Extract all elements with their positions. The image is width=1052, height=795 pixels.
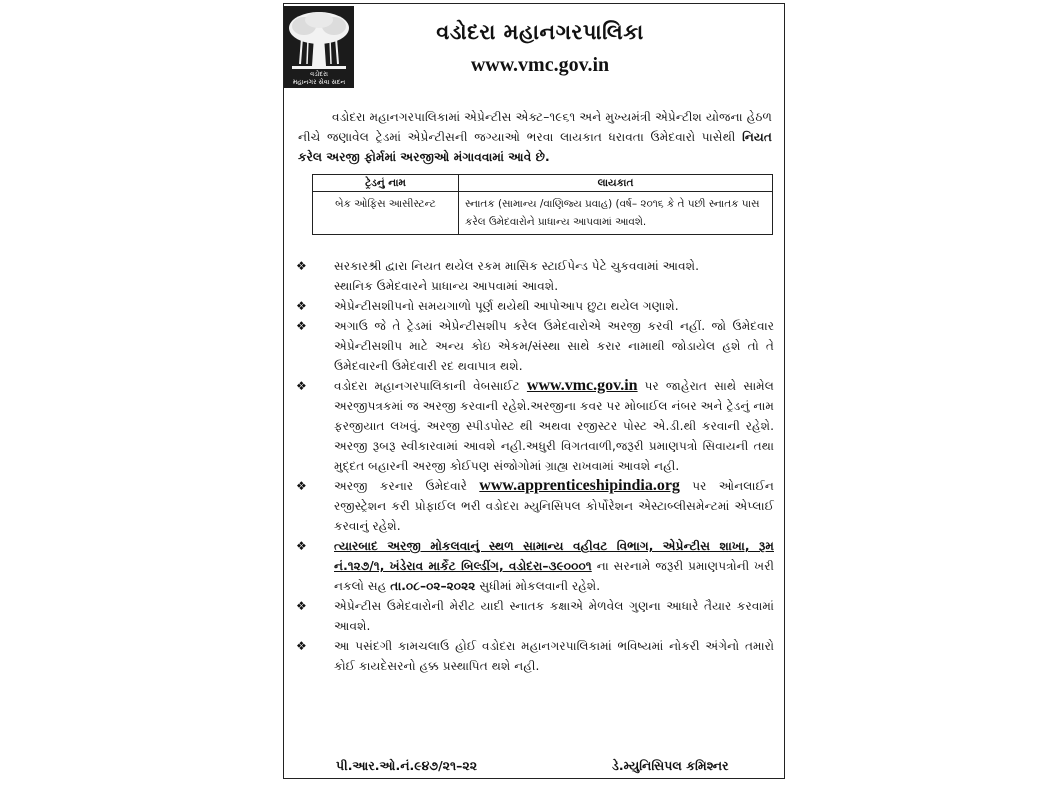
submission-address: ત્યારબાદ અરજી મોકલવાનું સ્થળ સામાન્ય વહીવટ વિભાગ, એપ્રેન્ટીસ શાખા, રૂમ નં.૧૨૭/૧, ખંડેરાવ માર્કેટ બિલ્ડીંગ, વડોદરા–૩૯૦૦૦૧ <box>334 539 774 573</box>
table-header-row <box>313 175 773 192</box>
list-item-text: આ પસંદગી કામચલાઉ હોઈ વડોદરા મહાનગરપાલિકામાં ભવિષ્યમાં નોકરી અંગેનો તમારો કોઈ કાયદેસરનો હક્ક પ્રસ્થાપિત થશે નહી. <box>334 639 774 673</box>
logo-caption-2: મહાનગર સેવા સદન <box>292 78 346 86</box>
intro-paragraph <box>298 107 772 167</box>
page-title: વડોદરા મહાનગરપાલિકા <box>436 20 644 44</box>
list-item <box>296 276 774 296</box>
list-item-text: પર જાહેરાત સાથે સામેલ અરજીપત્રકમાં જ અરજી કરવાની રહેશે.અરજીના કવર પર મોબાઈલ નંબર અને ટ્રેડનું નામ ફરજીયાત લખવું. અરજી સ્પીડપોસ્ટ થી અથવા રજીસ્ટર પોસ્ટ એ.ડી.થી કરવાની રહેશે. અરજી રૂબરૂ સ્વીકારવામાં આવશે નહી.અધુરી વિગતવાળી,જરૂરી પ્રમાણપત્રો સિવાયની તથા મુદ્દત બહારની અરજી કોઈપણ સંજોગોમાં ગ્રાહ્ય રાખવામાં આવશે નહી. <box>334 379 775 473</box>
cell-trade-name: બેક ઓફિસ આસીસ્ટન્ટ <box>313 192 459 235</box>
list-item-text: સ્થાનિક ઉમેદવારને પ્રાધાન્ય આપવામાં આવશે. <box>334 279 559 293</box>
list-item <box>296 316 774 376</box>
diamond-bullet-icon: ❖ <box>296 639 307 653</box>
intro-text: વડોદરા મહાનગરપાલિકામાં એપ્રેન્ટીસ એક્ટ–૧૯૬૧ અને મુખ્યમંત્રી એપ્રેન્ટીશ યોજના હેઠળ નીચે જણાવેલ ટ્રેડમાં એપ્રેન્ટીસની જગ્યાઓ ભરવા લાયકાત ધરાવતા ઉમેદવારો પાસેથી <box>298 110 772 144</box>
list-item-text: સરકારશ્રી દ્વારા નિયત થયેલ રકમ માસિક સ્ટાઈપેન્ડ પેટે ચુકવવામાં આવશે. <box>334 259 700 273</box>
list-item <box>296 376 774 476</box>
col-header-qualification: લાયકાત <box>459 175 773 192</box>
diamond-bullet-icon: ❖ <box>296 259 307 273</box>
diamond-bullet-icon: ❖ <box>296 379 307 393</box>
list-item <box>296 536 774 596</box>
list-item-text: સુધીમાં મોકલવાની રહેશે. <box>475 579 601 593</box>
list-item-text: એપ્રેન્ટીસશીપનો સમયગાળો પૂર્ણ થયેથી આપોઆપ છુટા થયેલ ગણાશે. <box>334 299 679 313</box>
vmc-logo <box>284 6 354 88</box>
list-item-text: ના સરનામે જરૂરી પ્રમાણપત્રોની ખરી નકલો સહ <box>334 559 774 593</box>
list-item-text: અરજી કરનાર ઉમેદવારે <box>334 479 480 493</box>
list-item-text: વડોદરા મહાનગરપાલિકાની વેબસાઈટ <box>334 379 527 393</box>
list-item-text: અગાઉ જે તે ટ્રેડમાં એપ્રેન્ટીસશીપ કરેલ ઉમેદવારોએ અરજી કરવી નહીં. જો ઉમેદવાર એપ્રેન્ટીસશીપ માટે અન્ય કોઇ એકમ/સંસ્થા સાથે કરાર નામાથી જોડાયેલ હશે તો તે ઉમેદવારની ઉમેદવારી રદ થવાપાત્ર થશે. <box>334 319 774 373</box>
cell-qualification: સ્નાતક (સામાન્ય /વાણિજ્ય પ્રવાહ) (વર્ષ– ૨૦૧૬ કે તે પછી સ્નાતક પાસ કરેલ ઉમેદવારોને પ્રાધાન્ય આપવામાં આવશે. <box>459 192 773 235</box>
logo-caption-1: વડોદરા <box>310 70 328 78</box>
instructions-list <box>296 256 774 676</box>
list-item <box>296 256 774 276</box>
website-link[interactable]: www.vmc.gov.in <box>526 377 638 394</box>
deadline-date: તા.૦૮–૦૨–૨૦૨૨ <box>390 579 476 593</box>
list-item <box>296 596 774 636</box>
diamond-bullet-icon: ❖ <box>296 319 307 333</box>
table-row <box>313 192 773 235</box>
pro-reference-number: પી.આર.ઓ.નં.૯૪૭/૨૧–૨૨ <box>336 758 478 773</box>
list-item-text: એપ્રેન્ટીસ ઉમેદવારોની મેરીટ યાદી સ્નાતક કક્ષાએ મેળવેલ ગુણના આધારે તૈયાર કરવામાં આવશે. <box>334 599 774 633</box>
list-item-text: પર ઓનલાઈન રજીસ્ટ્રેશન કરી પ્રોફાઈલ ભરી વડોદરા મ્યુનિસિપલ કોર્પોરેશન એસ્ટાબ્લીસમેન્ટમાં એપ્લાઈ કરવાનું રહેશે. <box>334 479 774 533</box>
diamond-bullet-icon: ❖ <box>296 299 307 313</box>
website-link[interactable]: www.apprenticeshipindia.org <box>479 477 680 494</box>
header-website-link[interactable]: www.vmc.gov.in <box>470 54 610 76</box>
diamond-bullet-icon: ❖ <box>296 479 307 493</box>
list-item <box>296 636 774 676</box>
diamond-bullet-icon: ❖ <box>296 599 307 613</box>
trades-table <box>312 174 773 235</box>
intro-bold-text: નિયત કરેલ અરજી ફોર્મમાં અરજીઓ મંગાવવામાં આવે છે. <box>298 130 772 164</box>
list-item <box>296 296 774 316</box>
signatory-title: ડે.મ્યુનિસિપલ કમિશ્નર <box>612 758 729 773</box>
list-item <box>296 476 774 536</box>
diamond-bullet-icon: ❖ <box>296 539 307 553</box>
col-header-trade: ટ્રેડનું નામ <box>313 175 459 192</box>
